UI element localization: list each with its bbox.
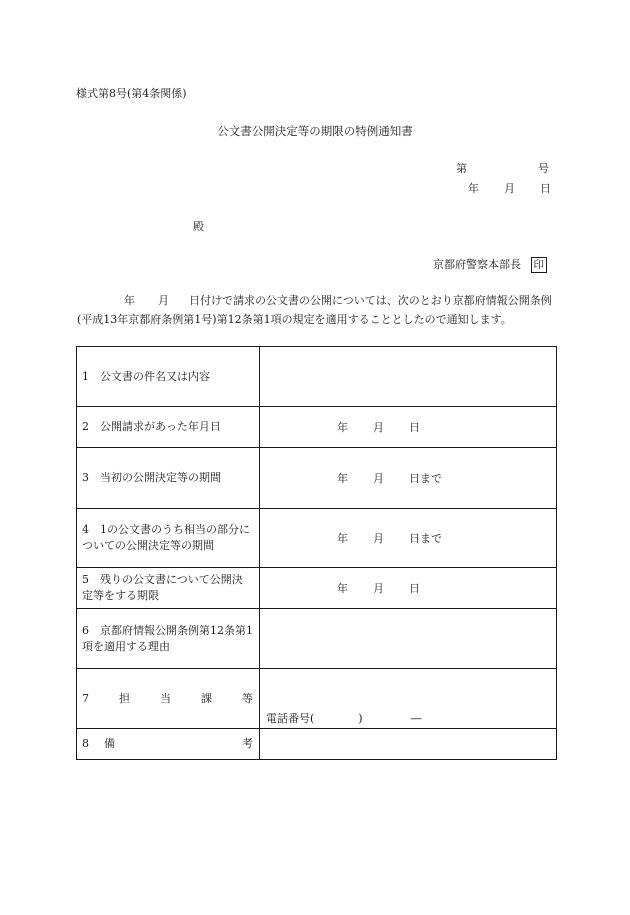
row-value xyxy=(260,509,557,568)
label-char: 担 xyxy=(119,691,130,705)
table-row xyxy=(77,609,557,669)
table-row xyxy=(77,448,557,509)
seal-mark: 印 xyxy=(531,257,548,273)
date-day: 日 xyxy=(409,421,420,434)
row-value xyxy=(260,407,557,448)
issue-date-year: 年 xyxy=(468,182,479,195)
table-row xyxy=(77,509,557,568)
date-year: 年 xyxy=(337,532,348,545)
document-number-suffix: 号 xyxy=(538,162,549,175)
label-char: 当 xyxy=(160,691,171,705)
label-char: 課 xyxy=(201,691,212,705)
row-label: 3 当初の公開決定等の期間 xyxy=(77,448,260,509)
table-row xyxy=(77,568,557,609)
date-year: 年 xyxy=(337,421,348,434)
form-number: 様式第8号(第4条関係) xyxy=(76,87,187,100)
row-value xyxy=(260,609,557,669)
phone-close: ) xyxy=(358,712,363,725)
date-day: 日 xyxy=(409,582,420,595)
addressee-honorific: 殿 xyxy=(193,220,204,233)
date-month: 月 xyxy=(373,421,384,434)
table-row xyxy=(77,729,557,760)
date-day: 日まで xyxy=(409,472,442,485)
label-number: 8 備 xyxy=(82,737,115,750)
date-month: 月 xyxy=(373,582,384,595)
document-title: 公文書公開決定等の期限の特例通知書 xyxy=(217,124,413,138)
date-year: 年 xyxy=(337,472,348,485)
label-char: 考 xyxy=(242,737,253,750)
body-year: 年 xyxy=(124,294,135,307)
table-row xyxy=(77,669,557,729)
sender xyxy=(433,256,547,273)
row-value xyxy=(260,448,557,509)
issue-date-month: 月 xyxy=(504,182,515,195)
sender-name: 京都府警察本部長 xyxy=(433,258,521,271)
row-label: 1 公文書の件名又は内容 xyxy=(77,347,260,407)
notice-table xyxy=(76,346,557,760)
row-label: 5 残りの公文書について公開決定等をする期限 xyxy=(77,568,260,609)
body-text: 日付けで請求の公文書の公開については、次のとおり京都府情報公開条例(平成13年京都府条例第1号)第12条第1項の規定を適用することとしたので通知します。 xyxy=(77,294,552,326)
date-day: 日まで xyxy=(409,532,442,545)
row-label: 6 京都府情報公開条例第12条第1項を適用する理由 xyxy=(77,609,260,669)
row-value xyxy=(260,347,557,407)
phone-number xyxy=(266,710,422,726)
notice-body xyxy=(77,291,557,329)
document-number xyxy=(456,160,549,176)
date-month: 月 xyxy=(373,472,384,485)
body-month: 月 xyxy=(158,294,169,307)
table-row xyxy=(77,407,557,448)
date-month: 月 xyxy=(373,532,384,545)
row-label xyxy=(77,729,260,760)
date-year: 年 xyxy=(337,582,348,595)
row-value xyxy=(260,729,557,760)
row-label xyxy=(77,669,260,729)
row-label: 4 1の公文書のうち相当の部分についての公開決定等の期間 xyxy=(77,509,260,568)
label-char: 等 xyxy=(242,691,253,705)
label-char: 備 xyxy=(104,737,115,750)
row-value xyxy=(260,568,557,609)
phone-label: 電話番号( xyxy=(266,712,315,725)
label-number: 7 xyxy=(82,691,89,705)
document-number-prefix: 第 xyxy=(456,162,467,175)
row-label: 2 公開請求があった年月日 xyxy=(77,407,260,448)
issue-date-day: 日 xyxy=(540,182,551,195)
table-row xyxy=(77,347,557,407)
row-value xyxy=(260,669,557,729)
phone-dash: ― xyxy=(410,712,422,725)
